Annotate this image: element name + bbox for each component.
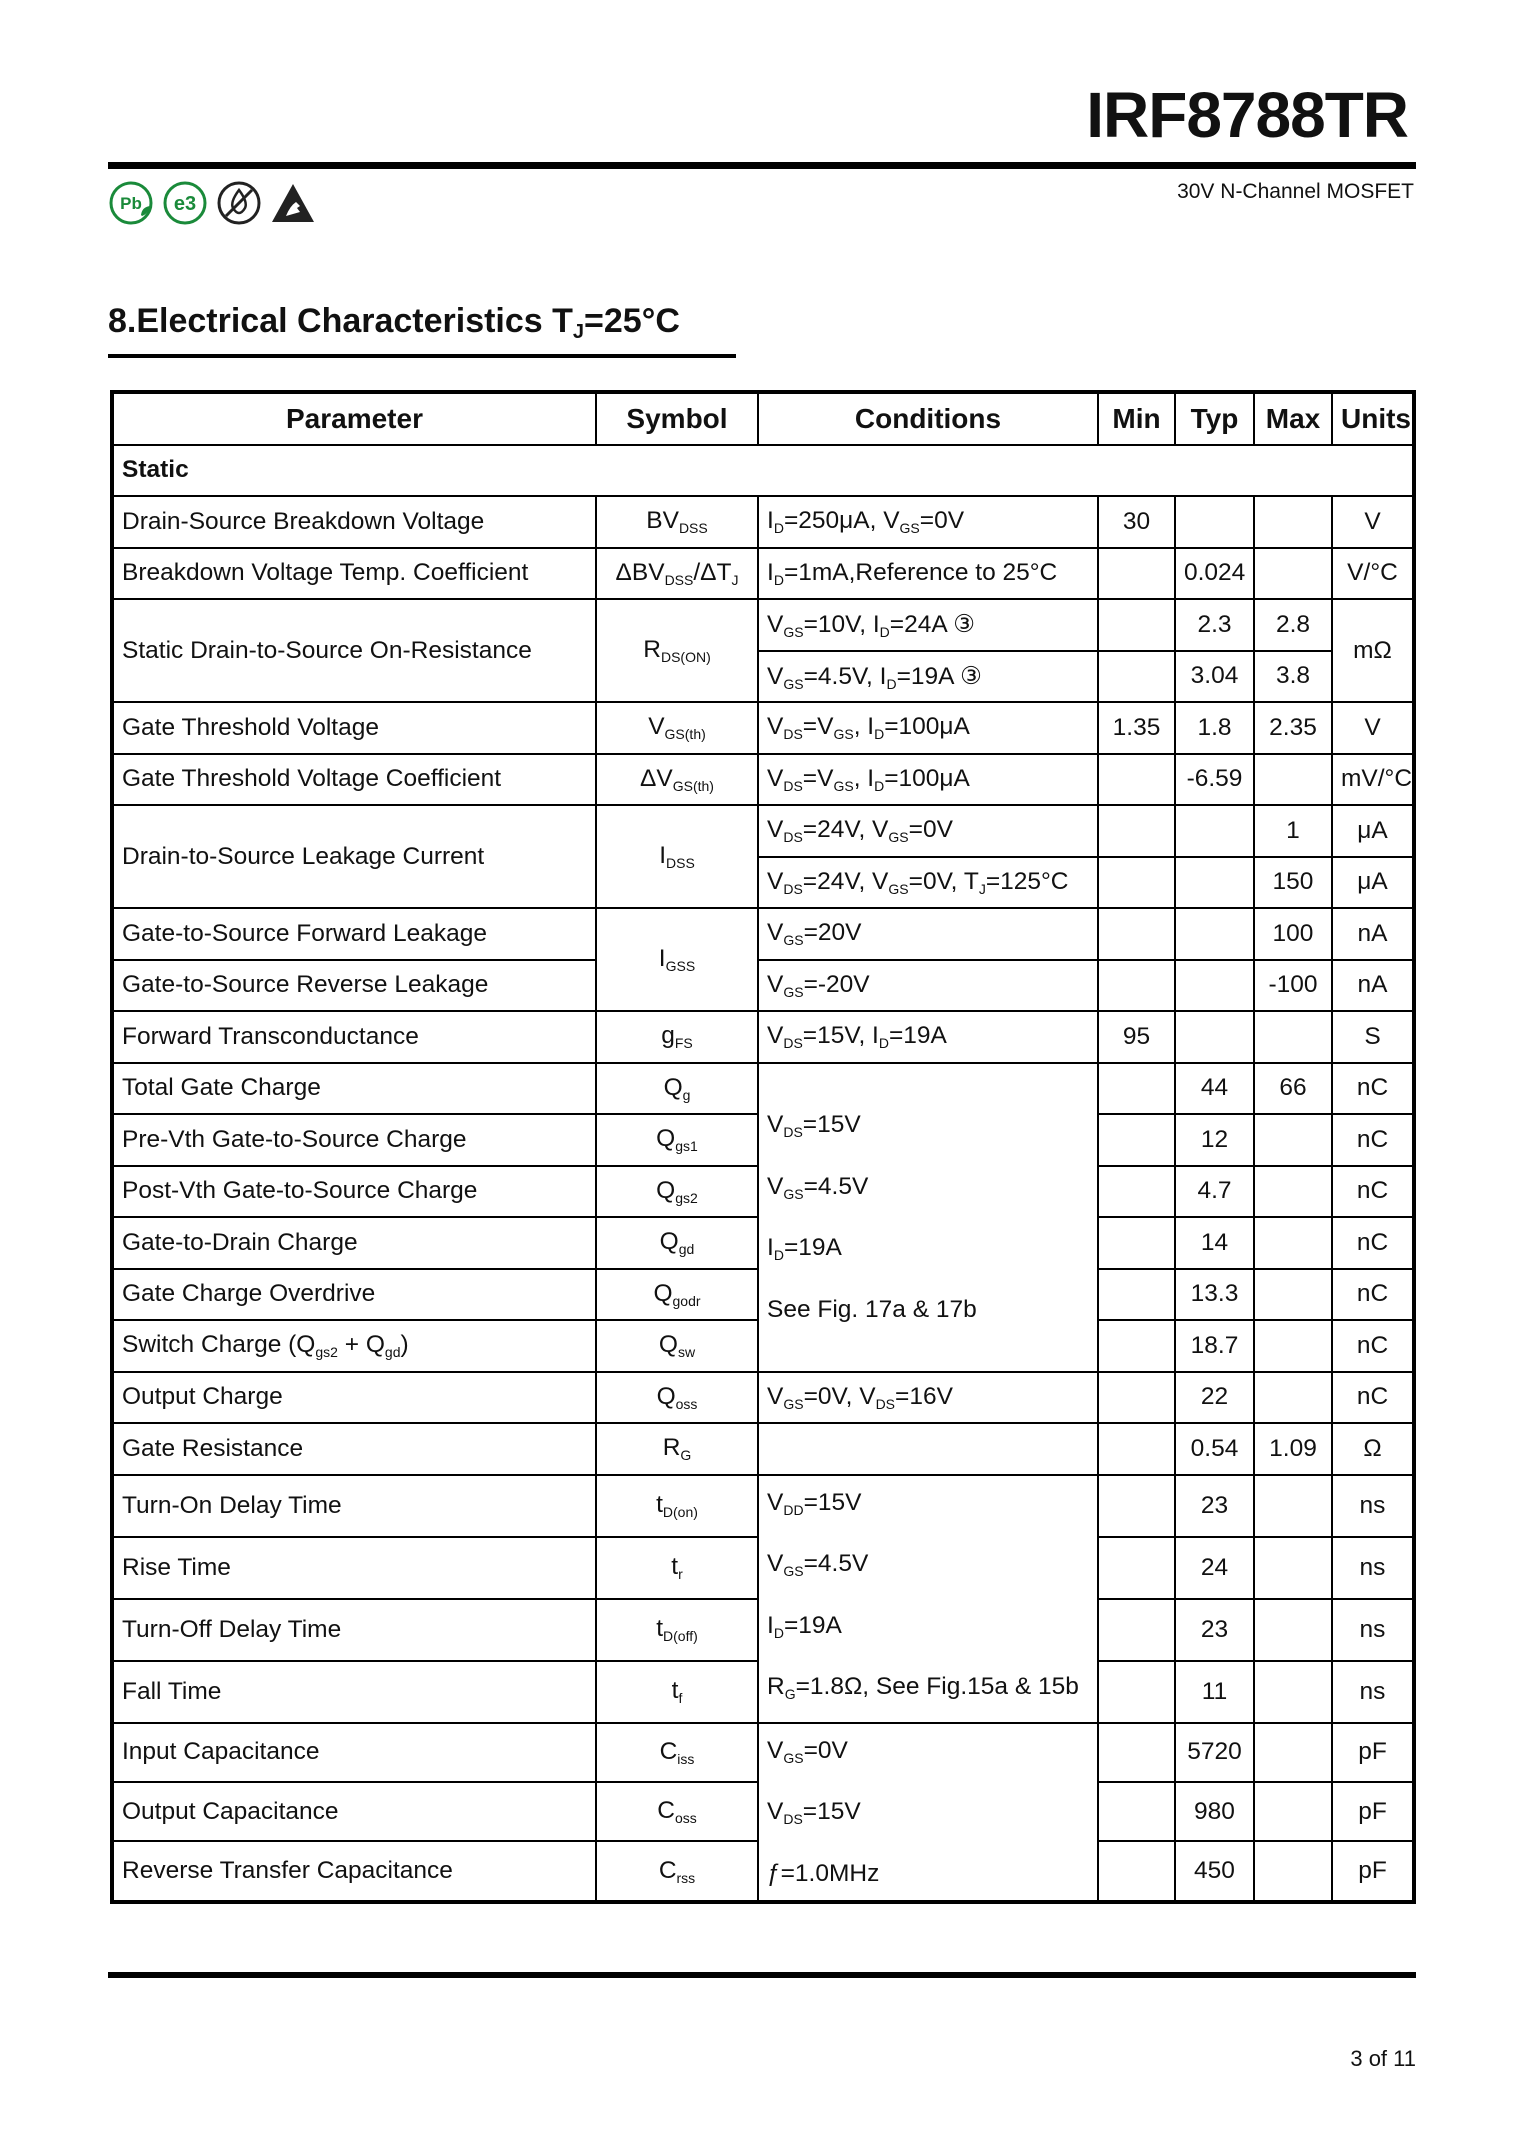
max-cell: 2.35 xyxy=(1254,702,1332,754)
unit-cell: nC xyxy=(1332,1063,1414,1115)
typ-cell: 2.3 xyxy=(1175,599,1254,651)
typ-cell: 44 xyxy=(1175,1063,1254,1115)
min-cell xyxy=(1098,1782,1175,1841)
min-cell xyxy=(1098,1661,1175,1723)
unit-cell: nA xyxy=(1332,908,1414,960)
unit-cell: pF xyxy=(1332,1782,1414,1841)
min-cell xyxy=(1098,1217,1175,1269)
conditions-cell: $V_{DS}=24V$, $V_{GS}=0V$ xyxy=(758,805,1098,857)
max-cell xyxy=(1254,1599,1332,1661)
conditions-cell: $V_{GS}=10V$, $I_D=24A$ ③ xyxy=(758,599,1098,651)
typ-cell: 23 xyxy=(1175,1599,1254,1661)
min-cell xyxy=(1098,1599,1175,1661)
param-cell: Gate-to-Source Forward Leakage xyxy=(112,908,596,960)
min-cell xyxy=(1098,1269,1175,1321)
param-cell: Gate Threshold Voltage xyxy=(112,702,596,754)
e3-icon xyxy=(162,180,208,226)
param-cell: Forward Transconductance xyxy=(112,1011,596,1063)
max-cell: 150 xyxy=(1254,857,1332,909)
table-row xyxy=(112,548,1414,600)
part-number: IRF8788TR xyxy=(1086,79,1408,151)
conditions-cell: $V_{DS}=24V$, $V_{GS}=0V$, $T_J=125^\circ C$ xyxy=(758,857,1098,909)
unit-cell: pF xyxy=(1332,1723,1414,1782)
switching-conditions-cell xyxy=(758,1475,1098,1723)
column-header-max: Max xyxy=(1254,392,1332,445)
unit-cell: nC xyxy=(1332,1320,1414,1372)
typ-cell: 1.8 xyxy=(1175,702,1254,754)
symbol-cell: $Q_{gd}$ xyxy=(596,1217,758,1269)
typ-cell: 12 xyxy=(1175,1114,1254,1166)
max-cell: 1.09 xyxy=(1254,1423,1332,1475)
max-cell xyxy=(1254,1372,1332,1424)
param-cell: Output Charge xyxy=(112,1372,596,1424)
unit-cell: mΩ xyxy=(1332,599,1414,702)
unit-cell: pF xyxy=(1332,1841,1414,1902)
max-cell xyxy=(1254,1320,1332,1372)
conditions-line: See Fig. 17a & 17b xyxy=(767,1295,977,1323)
symbol-cell: $t_r$ xyxy=(596,1537,758,1599)
gate-charge-conditions-cell xyxy=(758,1063,1098,1372)
section-title: 8.Electrical Characteristics $T_J=25^\circ C$ xyxy=(108,302,680,343)
max-cell: 2.8 xyxy=(1254,599,1332,651)
max-cell xyxy=(1254,1217,1332,1269)
svg-text:Pb: Pb xyxy=(120,194,142,213)
column-header-min: Min xyxy=(1098,392,1175,445)
max-cell xyxy=(1254,1537,1332,1599)
max-cell xyxy=(1254,1269,1332,1321)
table-row xyxy=(112,1011,1414,1063)
conditions-line: $V_{GS}=0V$ xyxy=(767,1736,848,1766)
table-row xyxy=(112,1723,1414,1782)
column-header-units: Units xyxy=(1332,392,1414,445)
symbol-cell: $R_{DS(ON)}$ xyxy=(596,599,758,702)
conditions-cell: $V_{GS}=-20V$ xyxy=(758,960,1098,1012)
param-cell: Output Capacitance xyxy=(112,1782,596,1841)
unit-cell: V/°C xyxy=(1332,548,1414,600)
max-cell: 66 xyxy=(1254,1063,1332,1115)
symbol-cell: $C_{iss}$ xyxy=(596,1723,758,1782)
typ-cell: 13.3 xyxy=(1175,1269,1254,1321)
table-row xyxy=(112,1475,1414,1537)
typ-cell: 0.54 xyxy=(1175,1423,1254,1475)
param-cell: Input Capacitance xyxy=(112,1723,596,1782)
symbol-cell: $C_{oss}$ xyxy=(596,1782,758,1841)
param-cell: Breakdown Voltage Temp. Coefficient xyxy=(112,548,596,600)
typ-cell: 0.024 xyxy=(1175,548,1254,600)
conditions-line: $V_{GS}=4.5V$ xyxy=(767,1172,869,1202)
unit-cell: V xyxy=(1332,496,1414,548)
max-cell: 3.8 xyxy=(1254,651,1332,703)
max-cell xyxy=(1254,1011,1332,1063)
symbol-cell: $Q_{oss}$ xyxy=(596,1372,758,1424)
max-cell xyxy=(1254,1782,1332,1841)
symbol-cell: $Q_{gs1}$ xyxy=(596,1114,758,1166)
table-row xyxy=(112,702,1414,754)
min-cell xyxy=(1098,1475,1175,1537)
section-underline xyxy=(108,354,736,358)
param-cell: Turn-Off Delay Time xyxy=(112,1599,596,1661)
conditions-cell: $V_{DS}=V_{GS}$, $I_D=100\mu A$ xyxy=(758,754,1098,806)
max-cell: 100 xyxy=(1254,908,1332,960)
table-row xyxy=(112,1372,1414,1424)
typ-cell: 450 xyxy=(1175,1841,1254,1902)
typ-cell xyxy=(1175,960,1254,1012)
conditions-line: ƒ=1.0MHz xyxy=(767,1859,880,1887)
conditions-cell: $V_{DS}=15V$, $I_D=19A$ xyxy=(758,1011,1098,1063)
conditions-line: $V_{DS}=15V$ xyxy=(767,1111,861,1140)
unit-cell: nC xyxy=(1332,1166,1414,1218)
param-cell: Gate-to-Drain Charge xyxy=(112,1217,596,1269)
conditions-cell: $V_{DS}=V_{GS}$, $I_D=100\mu A$ xyxy=(758,702,1098,754)
param-cell: Gate Charge Overdrive xyxy=(112,1269,596,1321)
typ-cell xyxy=(1175,1011,1254,1063)
symbol-cell: $\Delta BV_{DSS}/\Delta T_J$ xyxy=(596,548,758,600)
conditions-cell: $V_{GS}=4.5V$, $I_D=19A$ ③ xyxy=(758,651,1098,703)
typ-cell: 11 xyxy=(1175,1661,1254,1723)
compliance-icons xyxy=(108,180,316,226)
typ-cell: 980 xyxy=(1175,1782,1254,1841)
unit-cell: nA xyxy=(1332,960,1414,1012)
symbol-cell: $BV_{DSS}$ xyxy=(596,496,758,548)
conditions-line: $I_D=19A$ xyxy=(767,1611,842,1641)
symbol-cell: $Q_g$ xyxy=(596,1063,758,1115)
typ-cell xyxy=(1175,496,1254,548)
typ-cell: 4.7 xyxy=(1175,1166,1254,1218)
symbol-cell: $Q_{godr}$ xyxy=(596,1269,758,1321)
param-cell: Drain-Source Breakdown Voltage xyxy=(112,496,596,548)
min-cell xyxy=(1098,960,1175,1012)
conditions-cell: $V_{GS}=20V$ xyxy=(758,908,1098,960)
min-cell xyxy=(1098,908,1175,960)
table-row xyxy=(112,599,1414,651)
typ-cell: 18.7 xyxy=(1175,1320,1254,1372)
header-rule xyxy=(108,162,1416,169)
typ-cell: 14 xyxy=(1175,1217,1254,1269)
conditions-cell: $I_D=250\mu A$, $V_{GS}=0V$ xyxy=(758,496,1098,548)
symbol-cell: $t_{D(off)}$ xyxy=(596,1599,758,1661)
no-halogen-icon xyxy=(216,180,262,226)
unit-cell: nC xyxy=(1332,1217,1414,1269)
conditions-line: $V_{DS}=15V$ xyxy=(767,1798,861,1827)
max-cell xyxy=(1254,496,1332,548)
esd-warning-icon xyxy=(270,180,316,226)
param-cell: Fall Time xyxy=(112,1661,596,1723)
static-group-label: Static xyxy=(112,445,1414,497)
unit-cell: ns xyxy=(1332,1475,1414,1537)
conditions-line: $V_{GS}=4.5V$ xyxy=(767,1550,869,1579)
column-header-conditions: Conditions xyxy=(758,392,1098,445)
table-row xyxy=(112,960,1414,1012)
param-cell: Reverse Transfer Capacitance xyxy=(112,1841,596,1902)
max-cell xyxy=(1254,1114,1332,1166)
symbol-cell: $R_G$ xyxy=(596,1423,758,1475)
svg-text:e3: e3 xyxy=(173,193,197,215)
typ-cell: 24 xyxy=(1175,1537,1254,1599)
pb-free-icon xyxy=(108,180,154,226)
max-cell xyxy=(1254,1723,1332,1782)
table-row xyxy=(112,1423,1414,1475)
unit-cell: μA xyxy=(1332,805,1414,857)
min-cell xyxy=(1098,1320,1175,1372)
param-cell: Post-Vth Gate-to-Source Charge xyxy=(112,1166,596,1218)
max-cell xyxy=(1254,754,1332,806)
symbol-cell: $t_{D(on)}$ xyxy=(596,1475,758,1537)
unit-cell: V xyxy=(1332,702,1414,754)
min-cell xyxy=(1098,1841,1175,1902)
unit-cell: nC xyxy=(1332,1114,1414,1166)
conditions-cell: $I_D=1mA,Reference$ to 25°C xyxy=(758,548,1098,600)
max-cell xyxy=(1254,1841,1332,1902)
column-header-typ: Typ xyxy=(1175,392,1254,445)
electrical-characteristics-table xyxy=(110,390,1416,1904)
unit-cell: Ω xyxy=(1332,1423,1414,1475)
table-row xyxy=(112,908,1414,960)
param-cell: Turn-On Delay Time xyxy=(112,1475,596,1537)
table-row xyxy=(112,805,1414,857)
min-cell xyxy=(1098,548,1175,600)
conditions-cell xyxy=(758,1423,1098,1475)
conditions-line: $R_G=1.8\Omega$, See Fig.15a & 15b xyxy=(767,1673,1079,1702)
symbol-cell: $I_{GSS}$ xyxy=(596,908,758,1011)
symbol-cell: $g_{FS}$ xyxy=(596,1011,758,1063)
param-cell: Total Gate Charge xyxy=(112,1063,596,1115)
column-header-symbol: Symbol xyxy=(596,392,758,445)
min-cell xyxy=(1098,1372,1175,1424)
typ-cell: 3.04 xyxy=(1175,651,1254,703)
max-cell: 1 xyxy=(1254,805,1332,857)
unit-cell: S xyxy=(1332,1011,1414,1063)
table-row xyxy=(112,754,1414,806)
table-row xyxy=(112,1063,1414,1115)
unit-cell: mV/°C xyxy=(1332,754,1414,806)
symbol-cell: $\Delta V_{GS(th)}$ xyxy=(596,754,758,806)
max-cell xyxy=(1254,548,1332,600)
min-cell xyxy=(1098,1537,1175,1599)
param-cell: Gate-to-Source Reverse Leakage xyxy=(112,960,596,1012)
symbol-cell: $Q_{gs2}$ xyxy=(596,1166,758,1218)
param-cell: Drain-to-Source Leakage Current xyxy=(112,805,596,908)
symbol-cell: $V_{GS(th)}$ xyxy=(596,702,758,754)
unit-cell: ns xyxy=(1332,1661,1414,1723)
unit-cell: nC xyxy=(1332,1372,1414,1424)
unit-cell: μA xyxy=(1332,857,1414,909)
max-cell: -100 xyxy=(1254,960,1332,1012)
param-cell: Gate Threshold Voltage Coefficient xyxy=(112,754,596,806)
static-group-row xyxy=(112,445,1414,497)
unit-cell: nC xyxy=(1332,1269,1414,1321)
min-cell xyxy=(1098,805,1175,857)
param-cell: Gate Resistance xyxy=(112,1423,596,1475)
min-cell xyxy=(1098,1114,1175,1166)
unit-cell: ns xyxy=(1332,1599,1414,1661)
conditions-cell: $V_{GS}=0V$, $V_{DS}=16V$ xyxy=(758,1372,1098,1424)
max-cell xyxy=(1254,1475,1332,1537)
document-subtitle: 30V N-Channel MOSFET xyxy=(1177,180,1414,203)
symbol-cell: $Q_{sw}$ xyxy=(596,1320,758,1372)
symbol-cell: $I_{DSS}$ xyxy=(596,805,758,908)
max-cell xyxy=(1254,1661,1332,1723)
typ-cell: -6.59 xyxy=(1175,754,1254,806)
min-cell xyxy=(1098,1423,1175,1475)
min-cell xyxy=(1098,1723,1175,1782)
symbol-cell: $C_{rss}$ xyxy=(596,1841,758,1902)
capacitance-conditions-cell xyxy=(758,1723,1098,1903)
typ-cell xyxy=(1175,805,1254,857)
page-number: 3 of 11 xyxy=(1350,2046,1416,2071)
param-cell: Switch Charge $(Q_{gs2} + Q_{gd})$ xyxy=(112,1320,596,1372)
min-cell xyxy=(1098,599,1175,651)
typ-cell xyxy=(1175,857,1254,909)
min-cell xyxy=(1098,754,1175,806)
param-cell: Pre-Vth Gate-to-Source Charge xyxy=(112,1114,596,1166)
min-cell: 30 xyxy=(1098,496,1175,548)
min-cell xyxy=(1098,857,1175,909)
typ-cell: 5720 xyxy=(1175,1723,1254,1782)
footer-rule xyxy=(108,1972,1416,1978)
symbol-cell: $t_f$ xyxy=(596,1661,758,1723)
conditions-line: $V_{DD}=15V$ xyxy=(767,1488,862,1518)
min-cell xyxy=(1098,1063,1175,1115)
param-cell: Rise Time xyxy=(112,1537,596,1599)
param-cell: Static Drain-to-Source On-Resistance xyxy=(112,599,596,702)
min-cell: 95 xyxy=(1098,1011,1175,1063)
typ-cell: 23 xyxy=(1175,1475,1254,1537)
conditions-line: $I_D=19A$ xyxy=(767,1234,842,1263)
table-row xyxy=(112,496,1414,548)
min-cell xyxy=(1098,1166,1175,1218)
typ-cell: 22 xyxy=(1175,1372,1254,1424)
unit-cell: ns xyxy=(1332,1537,1414,1599)
min-cell xyxy=(1098,651,1175,703)
table-header-row xyxy=(112,392,1414,445)
min-cell: 1.35 xyxy=(1098,702,1175,754)
column-header-parameter: Parameter xyxy=(112,392,596,445)
max-cell xyxy=(1254,1166,1332,1218)
typ-cell xyxy=(1175,908,1254,960)
